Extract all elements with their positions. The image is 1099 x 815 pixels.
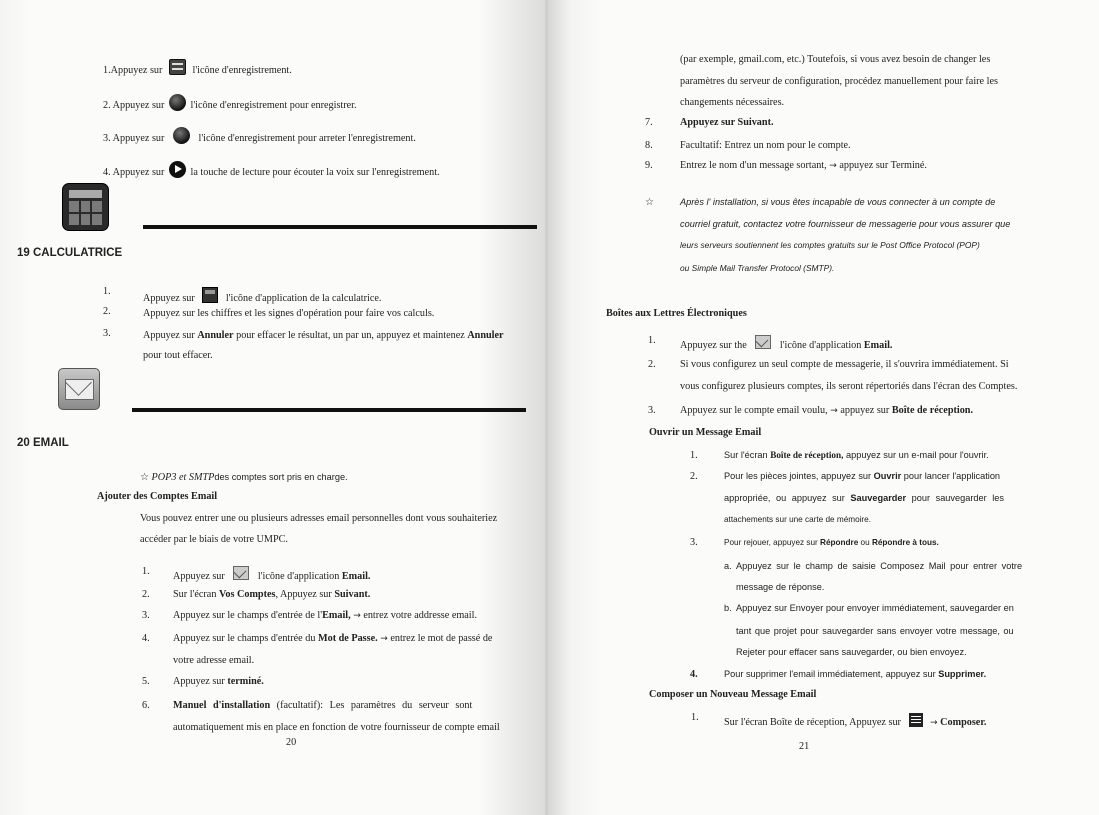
section-divider <box>132 408 526 412</box>
list-number: 6. <box>142 700 150 711</box>
list-number: 3. <box>690 537 698 548</box>
step-text: Appuyez sur the <box>680 340 747 351</box>
arrow-right-icon: → <box>830 406 838 416</box>
step-text: Appuyez sur le champs d'entrée de l' <box>173 610 323 621</box>
open-step-2 <box>724 470 1000 483</box>
sub-label: b. <box>724 603 732 613</box>
bold-term: Composer. <box>940 717 987 728</box>
step-text: Sur l'écran Boîte de réception, Appuyez sur <box>724 717 901 728</box>
left-page <box>0 0 545 815</box>
step-9 <box>680 159 927 173</box>
inbox-step-1 <box>680 334 892 352</box>
step-text: Pour rejouer, appuyez sur <box>724 538 818 547</box>
note-line: Après l' installation, si vous êtes incapable de vous connecter à un compte de <box>680 197 996 207</box>
step-text: 2. Appuyez sur <box>103 100 165 111</box>
step-text: 3. Appuyez sur <box>103 133 165 144</box>
open-step-3 <box>724 536 939 549</box>
open-step-1 <box>724 449 989 462</box>
pop3-note <box>140 471 348 484</box>
arrow-right-icon: → <box>353 611 361 621</box>
note-italic: POP3 et SMTP <box>151 472 215 483</box>
list-number: 7. <box>645 117 653 128</box>
arrow-right-icon: → <box>380 634 388 644</box>
inbox-step-2-cont: vous configurez plusieurs comptes, ils seront répertoriés dans l'écran des Comptes. <box>680 381 1018 392</box>
bold-term: Vos Comptes <box>218 589 276 600</box>
step-text: Appuyez sur <box>173 571 225 582</box>
step-text: 4. Appuyez sur <box>103 167 165 178</box>
email-step-2 <box>173 588 370 601</box>
email-heading: 20 EMAIL <box>17 437 69 449</box>
play-icon <box>169 161 186 178</box>
step-text: appuyez sur <box>840 405 890 416</box>
step-text: 1.Appuyez sur <box>103 65 163 76</box>
compose-heading: Composer un Nouveau Message Email <box>649 689 817 700</box>
star-icon: ☆ <box>645 197 655 208</box>
page-number: 21 <box>799 741 810 752</box>
bold-term: Boîte de réception. <box>891 405 974 416</box>
record-dot-icon <box>169 94 186 111</box>
step-text: pour sauvegarder les <box>911 493 1004 503</box>
list-number: 2. <box>690 471 698 482</box>
bold-term: Boîte de réception, <box>770 450 844 460</box>
step-text: appuyez sur Terminé. <box>839 160 927 171</box>
step-text: Appuyez sur le compte email voulu, <box>680 405 828 416</box>
bold-term: Manuel d'installation <box>173 700 271 711</box>
list-number: 2. <box>648 359 656 370</box>
list-number: 1. <box>691 712 699 723</box>
bold-term: Suivant. <box>334 589 371 600</box>
email-step-3 <box>173 609 477 623</box>
compose-step-1 <box>724 711 986 730</box>
email-icon <box>755 335 771 349</box>
arrow-right-icon: → <box>930 718 938 728</box>
intro-line: accéder par le biais de votre UMPC. <box>140 534 288 545</box>
step-text: Appuyez sur <box>173 676 225 687</box>
step-text: Appuyez sur <box>143 330 195 341</box>
cont-line: paramètres du serveur de configuration, procédez manuellement pour faire les <box>680 76 998 87</box>
inbox-step-3 <box>680 404 973 418</box>
sub-label: a. <box>724 561 732 571</box>
note-line: courriel gratuit, contactez votre fournisseur de messagerie pour vous assurer que <box>680 219 1011 229</box>
note-line: ou Simple Mail Transfer Protocol (SMTP). <box>680 263 835 273</box>
calc-step-3 <box>143 329 504 342</box>
cont-line: (par exemple, gmail.com, etc.) Toutefois, si vous avez besoin de changer les <box>680 54 991 65</box>
stop-dot-icon <box>173 127 190 144</box>
step-text: l'icône d'enregistrement pour arreter l'enregistrement. <box>198 133 416 144</box>
step-text: entrez votre addresse email. <box>363 610 478 621</box>
bold-term: Répondre <box>820 538 859 547</box>
menu-icon <box>909 713 923 727</box>
step-text: l'icône d'application <box>257 571 340 582</box>
open-message-heading: Ouvrir un Message Email <box>649 427 762 438</box>
email-step-1 <box>173 565 370 583</box>
step-text: (facultatif): Les paramètres du serveur sont <box>276 700 473 711</box>
note-line: leurs serveurs soutiennent les comptes gratuits sur le Post Office Protocol (POP) <box>680 240 980 250</box>
list-number: 3. <box>142 610 150 621</box>
note-text: des comptes sort pris en charge. <box>214 472 348 482</box>
list-number: 9. <box>645 160 653 171</box>
bold-term: Annuler <box>467 330 504 341</box>
list-number: 1. <box>103 286 111 297</box>
calculator-app-icon <box>62 183 109 231</box>
step-text: Appuyez sur le champs d'entrée du <box>173 633 316 644</box>
step-text: Appuyez sur <box>143 293 195 304</box>
open-step-3b-cont: tant que projet pour sauvegarder sans envoyer votre message, ou <box>736 626 1014 636</box>
arrow-right-icon: → <box>829 161 837 171</box>
bold-term: Ouvrir <box>873 471 902 481</box>
calc-step-2: Appuyez sur les chiffres et les signes d'opération pour faire vos calculs. <box>143 308 435 319</box>
list-number: 4. <box>690 669 698 680</box>
add-account-heading: Ajouter des Comptes Email <box>97 491 218 502</box>
bold-term: Email, <box>322 610 351 621</box>
step-text: Sur l'écran <box>724 450 768 460</box>
step-8: Facultatif: Entrez un nom pour le compte. <box>680 140 851 151</box>
calc-step-3-cont: pour tout effacer. <box>143 350 213 361</box>
bold-term: Email. <box>341 571 371 582</box>
step-text: l'icône d'application de la calculatrice. <box>225 293 382 304</box>
step-text: la touche de lecture pour écouter la voix sur l'enregistrement. <box>190 167 440 178</box>
list-number: 2. <box>142 589 150 600</box>
open-step-3b-cont: Rejeter pour effacer sans sauvegarder, ou bien envoyez. <box>736 647 967 657</box>
inbox-heading: Boîtes aux Lettres Électroniques <box>606 308 747 319</box>
record-icon <box>169 59 186 75</box>
cont-line: changements nécessaires. <box>680 97 785 108</box>
bold-term: Supprimer. <box>938 669 987 679</box>
email-step-4-cont: votre adresse email. <box>173 655 255 666</box>
bold-term: Mot de Passe. <box>317 633 378 644</box>
bold-term: terminé. <box>227 676 264 687</box>
email-icon <box>233 566 249 580</box>
list-number: 1. <box>690 450 698 461</box>
bold-term: Annuler <box>197 330 234 341</box>
step-text: pour effacer le résultat, un par un, appuyez et maintenez <box>236 330 465 341</box>
email-step-5 <box>173 675 264 688</box>
list-number: 3. <box>648 405 656 416</box>
list-number: 5. <box>142 676 150 687</box>
page-number: 20 <box>286 737 297 748</box>
list-number: 8. <box>645 140 653 151</box>
step-text: Entrez le nom d'un message sortant, <box>680 160 827 171</box>
step-2 <box>103 91 357 112</box>
bold-term: Email. <box>863 340 893 351</box>
open-step-3b: Appuyez sur Envoyer pour envoyer immédiatement, sauvegarder en <box>736 603 1014 613</box>
step-text: Pour les pièces jointes, appuyez sur <box>724 471 872 481</box>
bold-term: Sauvegarder <box>850 493 907 503</box>
bold-term: Répondre à tous. <box>871 538 939 547</box>
list-number: 1. <box>142 566 150 577</box>
step-text: l'icône d'enregistrement. <box>192 65 292 76</box>
step-3 <box>103 124 416 145</box>
list-number: 3. <box>103 328 111 339</box>
step-4 <box>103 158 440 179</box>
open-step-3a-cont: message de réponse. <box>736 582 825 592</box>
step-7: Appuyez sur Suivant. <box>680 117 774 128</box>
step-text: , Appuyez sur <box>275 589 332 600</box>
email-step-6-cont: automatiquement mis en place en fonction de votre fournisseur de compte email <box>173 722 500 733</box>
step-text: Pour supprimer l'email immédiatement, appuyez sur <box>724 669 936 679</box>
calculator-heading: 19 CALCULATRICE <box>17 247 123 259</box>
list-number: 1. <box>648 335 656 346</box>
open-step-3a: Appuyez sur le champ de saisie Composez Mail pour entrer votre <box>736 561 1023 571</box>
step-text: entrez le mot de passé de <box>390 633 493 644</box>
step-text: pour lancer l'application <box>903 471 1001 481</box>
step-text: appuyez sur un e-mail pour l'ouvrir. <box>846 450 989 460</box>
right-page <box>548 0 1099 815</box>
list-number: 4. <box>142 633 150 644</box>
email-step-4 <box>173 632 492 646</box>
section-divider <box>143 225 537 229</box>
email-app-icon <box>58 368 100 410</box>
intro-line: Vous pouvez entrer une ou plusieurs adresses email personnelles dont vous souhaiteriez <box>140 513 498 524</box>
step-text: appropriée, ou appuyez sur <box>724 493 845 503</box>
step-text: Sur l'écran <box>173 589 217 600</box>
step-text: l'icône d'enregistrement pour enregistrer. <box>190 100 357 111</box>
open-step-2-cont <box>724 492 1004 505</box>
step-text: l'icône d'application <box>779 340 862 351</box>
step-text: ou <box>860 538 870 547</box>
inbox-step-2: Si vous configurez un seul compte de messagerie, il s'ouvrira immédiatement. Si <box>680 359 1009 370</box>
open-step-4 <box>724 668 986 681</box>
calc-step-1 <box>143 285 381 305</box>
list-number: 2. <box>103 306 111 317</box>
email-step-6 <box>173 699 472 712</box>
star-icon: ☆ <box>140 472 149 483</box>
step-1 <box>103 57 292 77</box>
open-step-2-cont: attachements sur une carte de mémoire. <box>724 515 871 524</box>
calculator-icon <box>202 287 218 303</box>
